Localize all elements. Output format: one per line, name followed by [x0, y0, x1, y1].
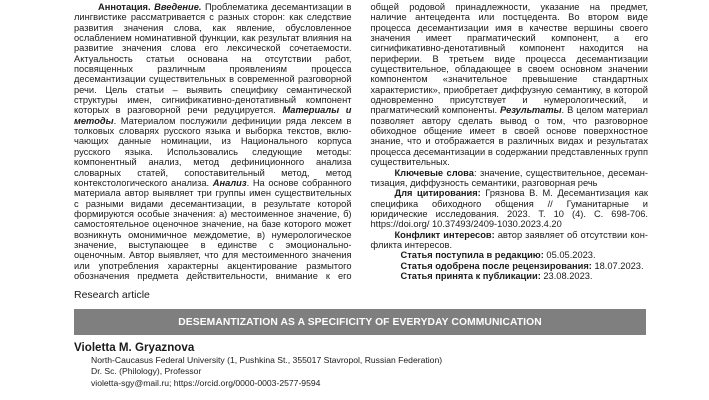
english-title: DESEMANTIZATION AS A SPECIFICITY OF EVERYDAY COMMUNICATION — [178, 316, 542, 328]
date-received — [371, 250, 649, 260]
date-approved — [371, 261, 649, 271]
abstract-text-flow — [74, 2, 648, 284]
results-label: Результаты — [500, 105, 562, 116]
date-accepted-value: 23.08.2023. — [540, 270, 593, 281]
analysis-text: . На основе собранного материала автор выявляет три группы имен существительных с разными видами десемантизации, в результате которой формируются особые значения: а) местоименное значение, б) самостоятельное оценочное значение, на базе которого может возникнуть омонимичное междометие, в) нумерологическое значение, выступающее в единстве с эмоционально-оценочным. Автор выявляет, что для местоименного значения или употребления характерны акцентирование размытого обозначения предмета действительности, внимание к его общей родовой принадлежности, указание на предмет, наличие антецедента или постцедента. Во втором виде процесса десемантизации имя в качестве вершины своего значения имеет прагматический компонент, а его сигнификативно-денотативный компонент находится на периферии. В третьем виде процесса десемантизации существительное, обладающее в своем основном значении компонентом «значительное превышение стандартных характеристик», приобретает диффузную семантику, в которой одновременно присутствует и нумерологический, и прагматический компоненты. — [74, 2, 648, 281]
methods-text: . Материалом послужили дефиниции ряда лексем в толковых словарях русского языка и выборка текстов, включающих данные номинации, из Национального корпуса русского языка. Использовались следующие методы: компонентный анализ, метод дефиниционного анализа словарных статей, сопоставительный метод, метод контекстологического анализа. — [74, 115, 352, 188]
date-received-label: Статья поступила в редакцию: — [400, 250, 544, 261]
intro-text: Проблематика десемантизации в лингвистике рассматривается с разных сторон: как следствие развития значения слова, как явление, обусловленное ослаблением номинативной функции, как результат влияния на развитие значения слова его лексической сочетаемости. Актуальность статьи основана на отсутствии работ, посвященных различным проявлениям процесса десемантизации существительных в современной разговорной речи. Цель статьи – выявить специфику семантической структуры имен, сигнификативно-денотативный компонент которых в разговорной речи редуцируется. — [74, 2, 352, 116]
methods-label: Материалы и методы — [74, 105, 352, 126]
date-accepted-label: Статья принята к публикации: — [400, 270, 541, 281]
conflict-label: Конфликт интересов: — [394, 229, 495, 240]
keywords-label: Ключевые слова — [394, 167, 474, 178]
author-name: Violetta M. Gryaznova — [74, 341, 195, 354]
analysis-label: Анализ — [212, 177, 247, 188]
article-type-label: Research article — [74, 289, 150, 301]
results-text: . В целом материал позволяет автору сделать вывод о том, что разговорное обиходное общение имеет в своей основе поверхностное знание, что и отображается в различных видах и результатах процесса десемантизации в содержании представленных групп существительных. — [370, 105, 648, 168]
english-title-bar — [74, 309, 646, 335]
abstract-label: Аннотация. — [98, 2, 151, 12]
author-degree: Dr. Sc. (Philology), Professor — [91, 366, 202, 377]
citation-text: Грязнова В. М. Десемантизация как специфика обиходного общения // Гуманитарные и юридические исследования. 2023. Т. 10 (4). С. 698-706. https://doi.org/ 10.37493/2409-1030.2023.4.20 — [370, 188, 648, 230]
date-accepted — [371, 271, 649, 281]
author-affiliation: North-Caucasus Federal University (1, Pushkina St., 355017 Stavropol, Russian Federation) — [91, 355, 443, 365]
author-block — [74, 341, 674, 389]
intro-label: Введение. — [154, 2, 202, 12]
author-contacts: violetta-sgy@mail.ru; https://orcid.org/0000-0003-2577-9594 — [91, 377, 321, 388]
conflict-paragraph — [371, 230, 649, 251]
citation-label: Для цитирования: — [394, 188, 481, 199]
abstract-columns — [74, 2, 648, 284]
keywords-text: : значение, существительное, десемантизация, диффузность семантики, разговорная речь — [370, 167, 648, 188]
citation-paragraph — [371, 188, 649, 229]
date-received-value: 05.05.2023. — [543, 250, 596, 261]
date-approved-label: Статья одобрена после рецензирования: — [400, 260, 592, 271]
date-approved-value: 18.07.2023. — [591, 260, 644, 271]
keywords-paragraph — [371, 168, 649, 189]
conflict-text: автор заявляет об отсутствии конфликта интересов. — [370, 229, 648, 250]
